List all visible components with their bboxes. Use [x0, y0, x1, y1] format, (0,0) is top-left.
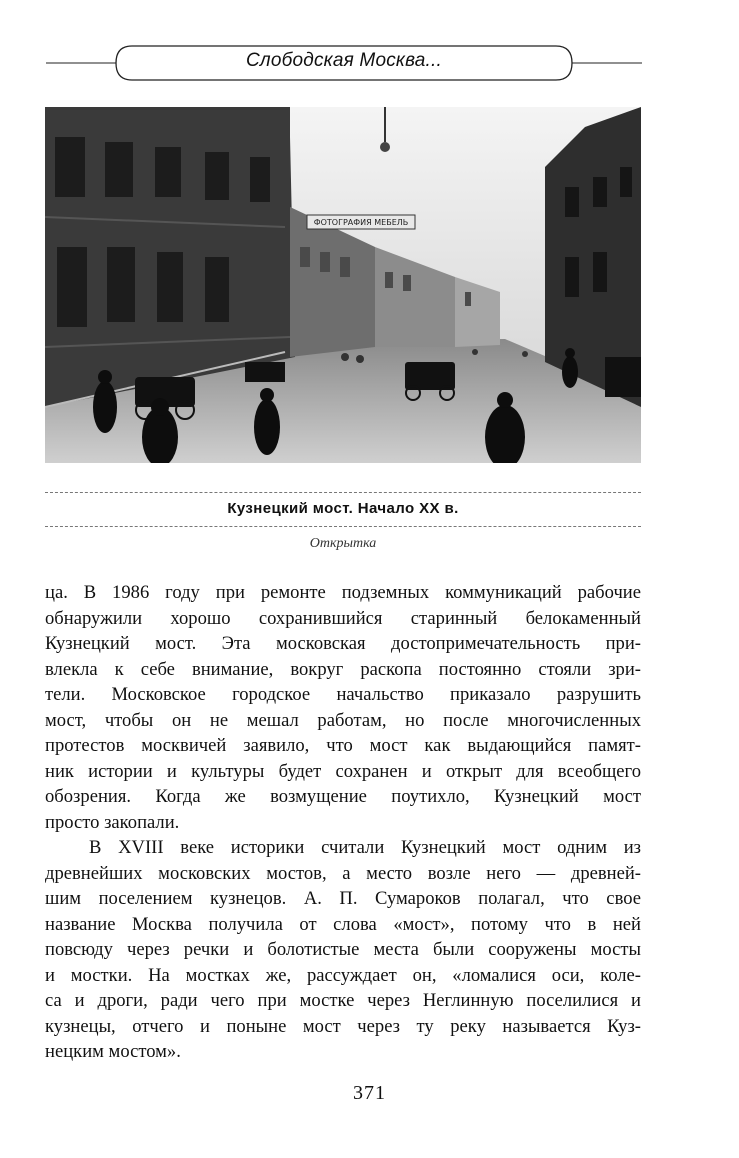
text-line: протестов москвичей заявило, что мост как выдающийся памят-: [45, 735, 641, 756]
caption-rule-top: [45, 492, 641, 493]
page-number: 371: [353, 1082, 386, 1104]
text-line: Кузнецкий мост. Эта московская достопримечательность при-: [45, 633, 641, 654]
figure-caption: Кузнецкий мост. Начало XX в.: [227, 500, 459, 517]
text-line: и мостки. На мостках же, рассуждает он, «ломалися оси, коле-: [45, 964, 641, 986]
text-line: влекла к себе внимание, вокруг раскопа постоянно стояли зри-: [45, 658, 641, 680]
running-header: [46, 44, 642, 82]
caption-rule-bottom: [45, 526, 641, 527]
text-line: ца. В 1986 году при ремонте подземных коммуникаций рабочие: [45, 582, 641, 603]
body-text: [45, 580, 641, 1065]
text-line: обнаружили хорошо сохранившийся старинный белокаменный: [45, 607, 641, 629]
text-line: просто закопали.: [45, 811, 180, 833]
text-line: кузнецы, отчего и поныне мост через ту реку называется Куз-: [45, 1015, 641, 1037]
text-line: мост, чтобы он не мешал работам, но после многочисленных: [45, 709, 641, 731]
text-line: са и дроги, ради чего при мостке через Неглинную поселилися и: [45, 990, 641, 1011]
text-line: В XVIII веке историки считали Кузнецкий мост одним из: [89, 837, 641, 858]
text-line: обозрения. Когда же возмущение поутихло, Кузнецкий мост: [45, 786, 641, 807]
text-line: нецким мостом».: [45, 1041, 181, 1062]
shop-sign: ФОТОГРАФИЯ МЕБЕЛЬ: [313, 218, 409, 227]
text-line: название Москва получила от слова «мост», потому что в ней: [45, 913, 641, 935]
street-photo-illustration: [45, 107, 641, 463]
text-line: ник истории и культуры будет сохранен и открыт для всеобщего: [45, 760, 641, 782]
text-line: повсюду через речки и болотистые места были сооружены мосты: [45, 939, 641, 960]
paragraph-2: [45, 835, 641, 1065]
text-line: древнейших московских мостов, а место возле него — древней-: [45, 862, 641, 884]
text-line: шим поселением кузнецов. А. П. Сумароков полагал, что свое: [45, 888, 641, 909]
street-photo: [45, 107, 641, 463]
text-line: тели. Московское городское начальство приказало разрушить: [45, 684, 641, 705]
figure-source: Открытка: [309, 536, 377, 551]
paragraph-1: [45, 580, 641, 835]
running-title: Слободская Москва...: [246, 50, 442, 71]
